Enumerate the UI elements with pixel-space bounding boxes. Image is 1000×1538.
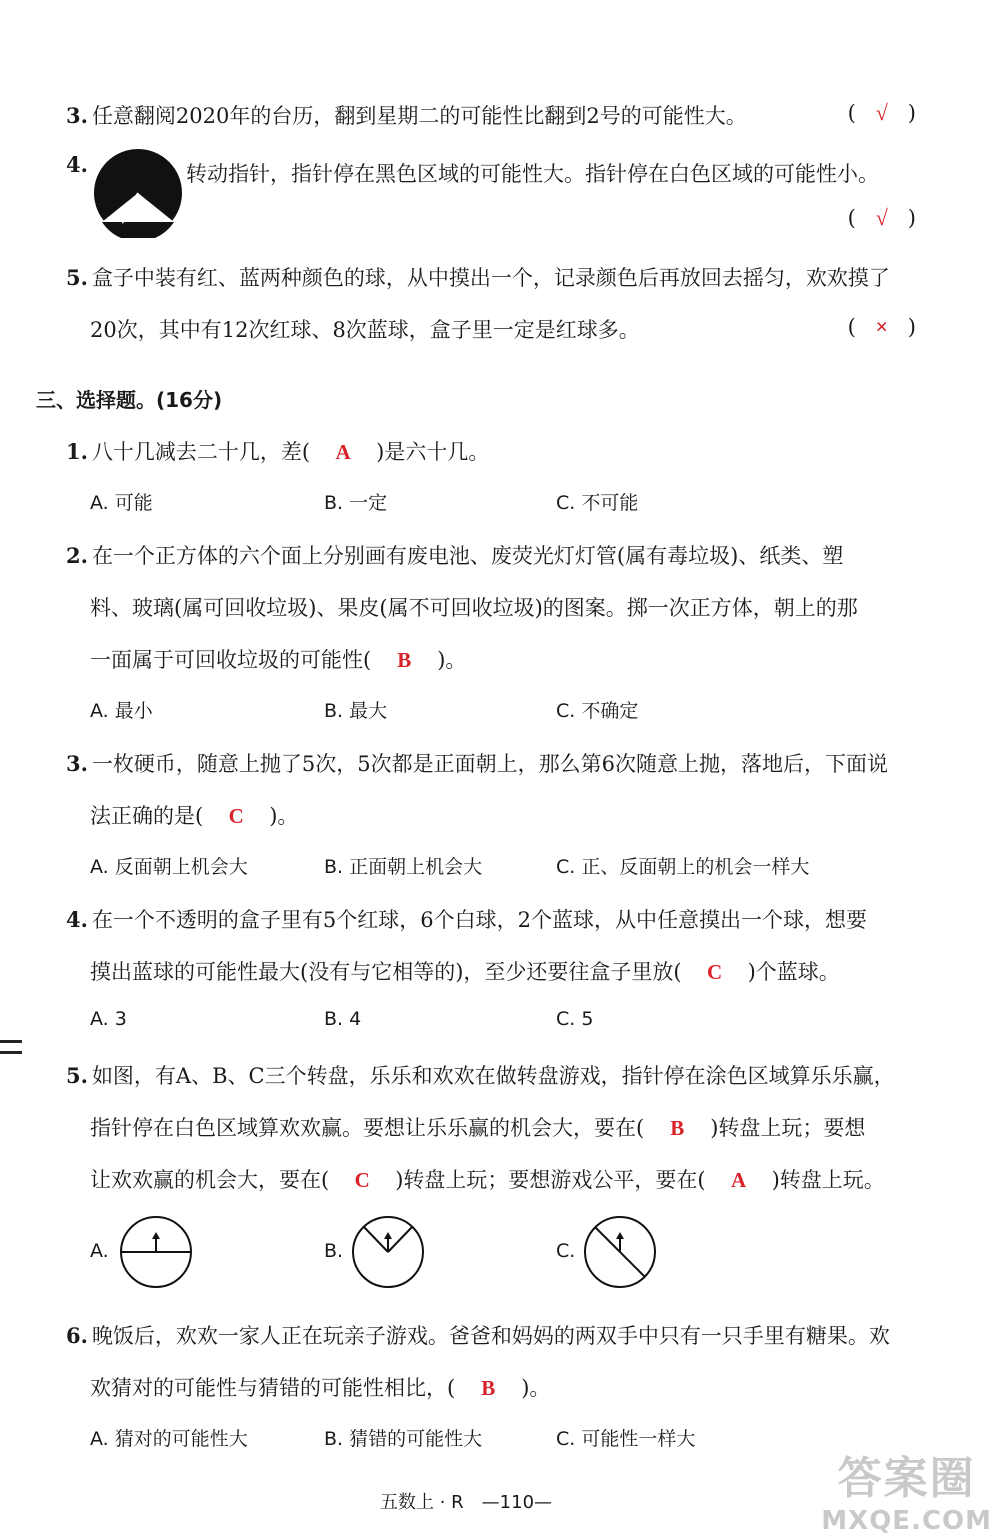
page-footer: 五数上 · R —110— xyxy=(380,1492,553,1513)
option-b: B. 猜错的可能性大 xyxy=(324,1428,483,1450)
choice-q2-line3: 一面属于可回收垃圾的可能性( B )。 xyxy=(90,648,467,672)
option-b: B. 4 xyxy=(324,1008,362,1030)
option-c: C. 可能性一样大 xyxy=(556,1428,696,1450)
answer-letter: B xyxy=(481,1376,496,1400)
option-a: A. 可能 xyxy=(90,492,153,514)
judge-q3-answer: ( √ ) xyxy=(847,100,916,125)
choice-q6-line2: 欢猜对的可能性与猜错的可能性相比，( B )。 xyxy=(90,1376,551,1400)
answer-letter: C xyxy=(354,1168,370,1192)
answer-mark: √ xyxy=(875,205,888,230)
question-text: 任意翻阅2020年的台历，翻到星期二的可能性比翻到2号的可能性大。 xyxy=(91,104,747,128)
choice-q5-line2: 指针停在白色区域算欢欢赢。要想让乐乐赢的机会大，要在( B )转盘上玩；要想 xyxy=(90,1116,866,1140)
question-text-line1: 盒子中装有红、蓝两种颜色的球，从中摸出一个，记录颜色后再放回去摇匀，欢欢摸了 xyxy=(91,266,890,290)
section-title: 三、选择题。(16分) xyxy=(36,388,223,412)
watermark-logo xyxy=(821,1442,992,1536)
choice-q5: 5. 如图，有A、B、C三个转盘，乐乐和欢欢在做转盘游戏，指针停在涂色区域算乐乐赢， xyxy=(66,1063,895,1088)
answer-letter: C xyxy=(228,804,244,828)
option-b: B. 最大 xyxy=(324,700,388,722)
option-a: A. 猜对的可能性大 xyxy=(90,1428,248,1450)
answer-letter: A xyxy=(731,1168,747,1192)
watermark-bottom: MXQE.COM xyxy=(821,1506,992,1536)
answer-mark: √ xyxy=(875,100,888,125)
option-c: C. 不确定 xyxy=(556,700,639,722)
judge-q4-number: 4. xyxy=(66,152,88,177)
option-b: B. 正面朝上机会大 xyxy=(324,856,483,878)
choice-q4-line2: 摸出蓝球的可能性最大(没有与它相等的)，至少还要往盒子里放( C )个蓝球。 xyxy=(90,960,840,984)
choice-q4: 4. 在一个不透明的盒子里有5个红球，6个白球，2个蓝球，从中任意摸出一个球，想要 xyxy=(66,907,868,932)
judge-q4-answer: ( √ ) xyxy=(847,205,916,230)
choice-q3: 3. 一枚硬币，随意上抛了5次，5次都是正面朝上，那么第6次随意上抛，落地后，下面说 xyxy=(66,751,889,776)
spinner-a xyxy=(118,1214,194,1290)
question-number: 3. xyxy=(66,103,88,128)
question-number: 5. xyxy=(66,265,88,290)
spinner-figure xyxy=(92,148,184,238)
judge-q5 xyxy=(66,262,890,292)
answer-letter: B xyxy=(670,1116,685,1140)
judge-q5-answer: ( × ) xyxy=(847,314,916,339)
choice-q2-line2: 料、玻璃(属可回收垃圾)、果皮(属不可回收垃圾)的图案。掷一次正方体，朝上的那 xyxy=(90,596,858,620)
option-c: C. 不可能 xyxy=(556,492,639,514)
spinner-b xyxy=(350,1214,426,1290)
option-a: A. 最小 xyxy=(90,700,153,722)
option-a: A. 3 xyxy=(90,1008,127,1030)
choice-q5-line3: 让欢欢赢的机会大，要在( C )转盘上玩；要想游戏公平，要在( A )转盘上玩。 xyxy=(90,1168,885,1192)
choice-q1: 1. 八十几减去二十几，差( A )是六十几。 xyxy=(66,439,490,464)
judge-q4 xyxy=(186,158,879,188)
option-c: C. 正、反面朝上的机会一样大 xyxy=(556,856,810,878)
answer-letter: B xyxy=(397,648,412,672)
answer-letter: C xyxy=(706,960,723,984)
spinner-label-a: A. xyxy=(90,1240,109,1262)
spinner-c xyxy=(582,1214,658,1290)
page-edge-mark xyxy=(0,1040,22,1054)
option-a: A. 反面朝上机会大 xyxy=(90,856,248,878)
question-text: 转动指针，指针停在黑色区域的可能性大。指针停在白色区域的可能性小。 xyxy=(186,162,879,186)
choice-q3-line2: 法正确的是( C )。 xyxy=(90,804,299,828)
spinner-label-b: B. xyxy=(324,1240,344,1262)
option-c: C. 5 xyxy=(556,1008,594,1030)
judge-q3 xyxy=(66,100,747,130)
spinner-label-c: C. xyxy=(556,1240,576,1262)
answer-mark: × xyxy=(875,314,889,339)
choice-q2: 2. 在一个正方体的六个面上分别画有废电池、废荧光灯灯管(属有毒垃圾)、纸类、塑 xyxy=(66,543,844,568)
judge-q5-line2: 20次，其中有12次红球、8次蓝球，盒子里一定是红球多。 xyxy=(90,318,640,342)
choice-q6: 6. 晚饭后，欢欢一家人正在玩亲子游戏。爸爸和妈妈的两双手中只有一只手里有糖果。欢 xyxy=(66,1323,890,1348)
watermark-top: 答案圈 xyxy=(837,1453,976,1504)
answer-letter: A xyxy=(335,440,351,464)
option-b: B. 一定 xyxy=(324,492,388,514)
